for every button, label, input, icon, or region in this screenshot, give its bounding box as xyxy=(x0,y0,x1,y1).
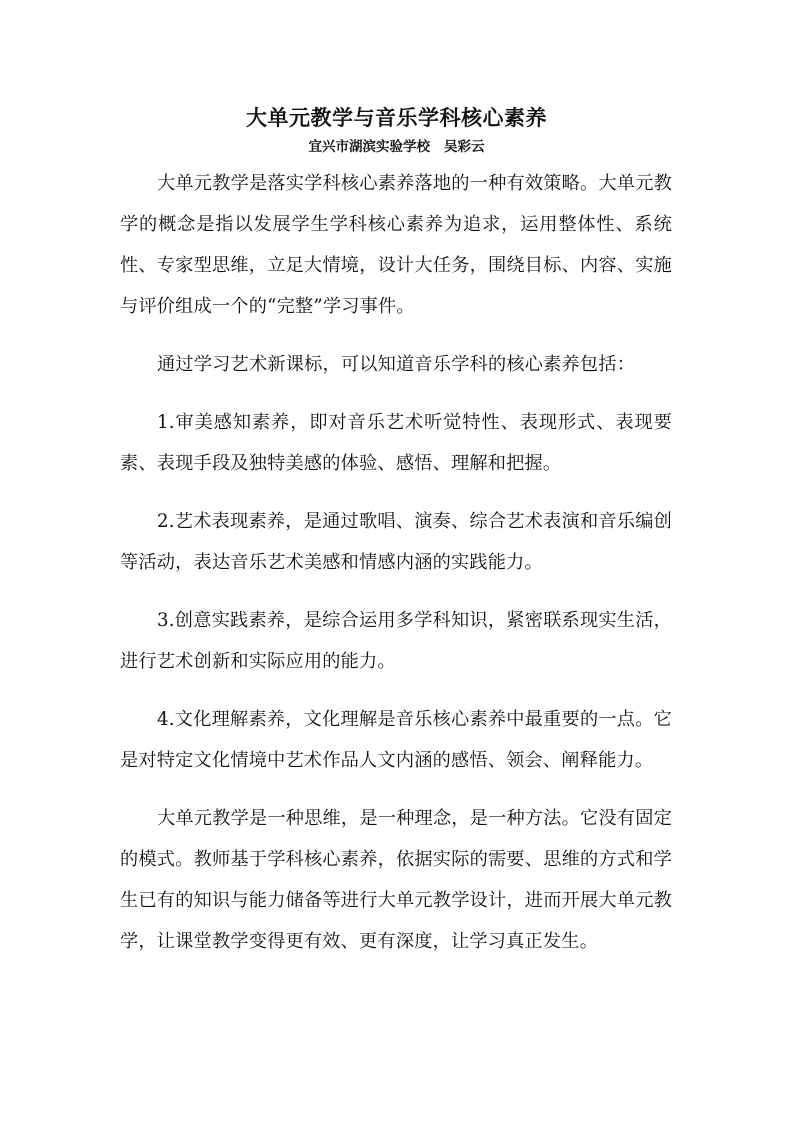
document-title: 大单元教学与音乐学科核心素养 xyxy=(246,106,547,130)
paragraph-artistic-expression: 2.艺术表现素养，是通过歌唱、演奏、综合艺术表演和音乐编创等活动，表达音乐艺术美感和情感内涵的实践能力。 xyxy=(120,511,672,573)
document-byline xyxy=(0,137,793,157)
paragraph-aesthetic-perception: 1.审美感知素养，即对音乐艺术听觉特性、表现形式、表现要素、表现手段及独特美感的体验、感悟、理解和把握。 xyxy=(120,412,672,474)
author-name: 吴彩云 xyxy=(444,139,485,155)
paragraph-creative-practice: 3.创意实践素养，是综合运用多学科知识，紧密联系现实生活，进行艺术创新和实际应用的能力。 xyxy=(120,610,672,672)
paragraph-cultural-understanding: 4.文化理解素养，文化理解是音乐核心素养中最重要的一点。它是对特定文化情境中艺术作品人文内涵的感悟、领会、阐释能力。 xyxy=(120,709,672,771)
school-name: 宜兴市湖滨实验学校 xyxy=(308,139,430,155)
document-body xyxy=(120,163,672,979)
paragraph-core-literacy-intro: 通过学习艺术新课标，可以知道音乐学科的核心素养包括： xyxy=(157,354,636,375)
paragraph-conclusion: 大单元教学是一种思维，是一种理念，是一种方法。它没有固定的模式。教师基于学科核心素养，依据实际的需要、思维的方式和学生已有的知识与能力储备等进行大单元教学设计，进而开展大单元教学，让课堂教学变得更有效、更有深度，让学习真正发生。 xyxy=(120,808,672,952)
paragraph-intro: 大单元教学是落实学科核心素养落地的一种有效策略。大单元教学的概念是指以发展学生学科核心素养为追求，运用整体性、系统性、专家型思维，立足大情境，设计大任务，围绕目标、内容、实施与评价组成一个的“完整”学习事件。 xyxy=(120,173,672,317)
